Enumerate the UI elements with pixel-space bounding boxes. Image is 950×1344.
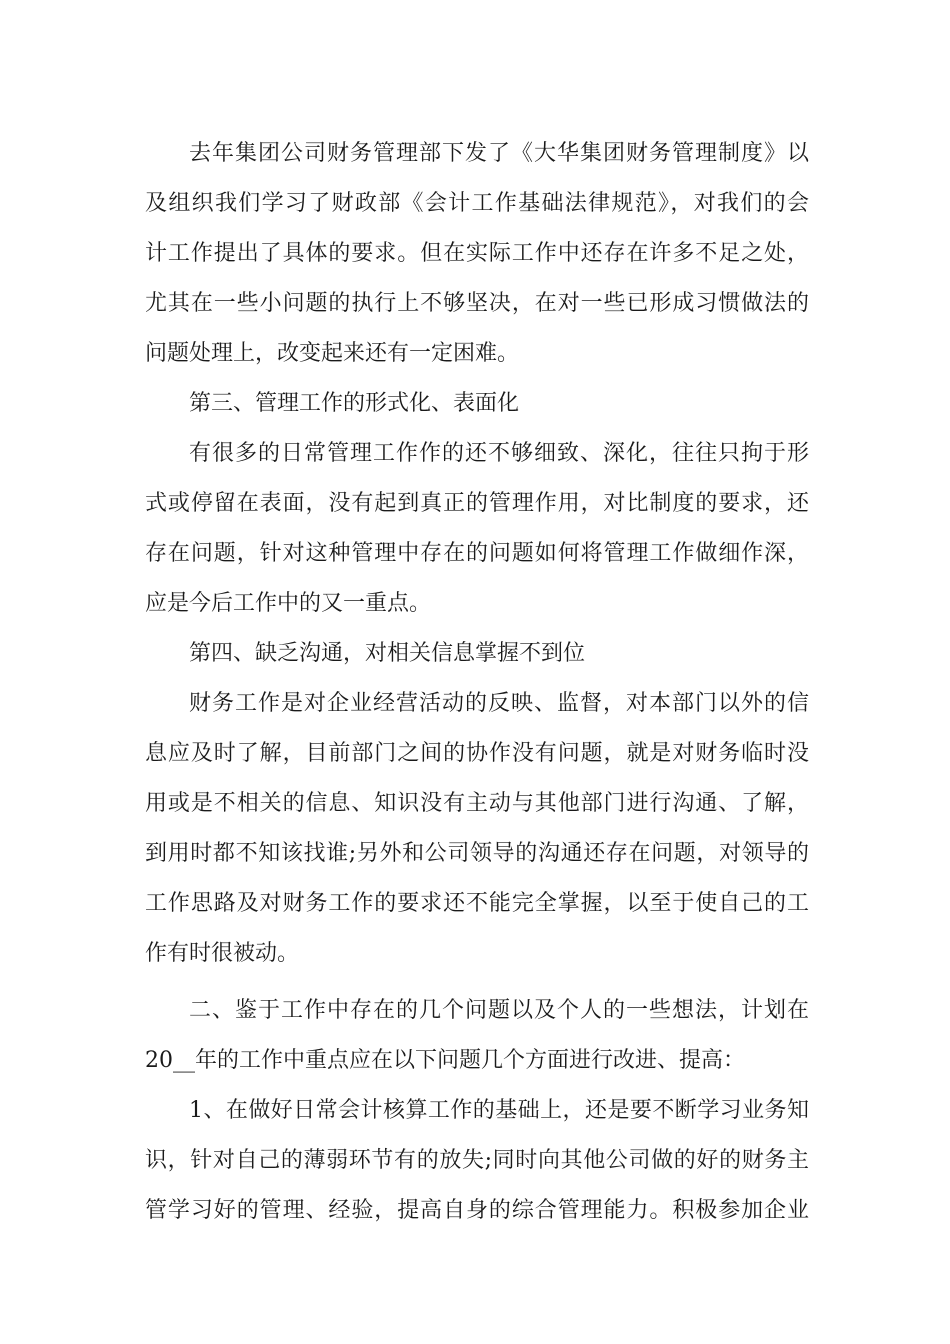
text-line: 问题处理上，改变起来还有一定困难。 (145, 341, 520, 366)
document-page (145, 129, 809, 1236)
paragraph-2 (145, 429, 809, 629)
text-line: 计工作提出了具体的要求。但在实际工作中还存在许多不足之处， (145, 241, 809, 266)
text-line: 识，针对自己的薄弱环节有的放失;同时向其他公司做的好的财务主 (145, 1148, 809, 1173)
text-line: 去年集团公司财务管理部下发了《大华集团财务管理制度》以 (189, 141, 809, 166)
text-line: 作有时很被动。 (145, 941, 300, 966)
text-line: 管学习好的管理、经验，提高自身的综合管理能力。积极参加企业 (145, 1198, 809, 1223)
text-line: 二、鉴于工作中存在的几个问题以及个人的一些想法，计划在 (189, 998, 809, 1023)
text-line: 尤其在一些小问题的执行上不够坚决，在对一些已形成习惯做法的 (145, 291, 809, 316)
heading-section-4 (145, 629, 809, 679)
paragraph-1 (145, 129, 809, 379)
paragraph-gap (145, 979, 809, 986)
paragraph-3 (145, 679, 809, 979)
text-line: 及组织我们学习了财政部《会计工作基础法律规范》，对我们的会 (145, 191, 809, 216)
section-heading: 第四、缺乏沟通，对相关信息掌握不到位 (189, 641, 586, 666)
text-line: 有很多的日常管理工作作的还不够细致、深化，往往只拘于形 (189, 441, 809, 466)
heading-section-3 (145, 379, 809, 429)
text-line: 存在问题，针对这种管理中存在的问题如何将管理工作做细作深， (145, 541, 809, 566)
paragraph-4 (145, 986, 809, 1086)
text-line: 式或停留在表面，没有起到真正的管理作用，对比制度的要求，还 (145, 491, 809, 516)
section-heading: 第三、管理工作的形式化、表面化 (189, 391, 520, 416)
text-line: 用或是不相关的信息、知识没有主动与其他部门进行沟通、了解， (145, 791, 809, 816)
text-line: 财务工作是对企业经营活动的反映、监督，对本部门以外的信 (189, 691, 809, 716)
text-line: 1、在做好日常会计核算工作的基础上，还是要不断学习业务知 (189, 1098, 809, 1123)
text-line: 息应及时了解，目前部门之间的协作没有问题，就是对财务临时没 (145, 741, 809, 766)
text-line: 20__年的工作中重点应在以下问题几个方面进行改进、提高： (145, 1048, 745, 1073)
paragraph-5 (145, 1086, 809, 1236)
text-line: 到用时都不知该找谁;另外和公司领导的沟通还存在问题，对领导的 (145, 841, 809, 866)
text-line: 工作思路及对财务工作的要求还不能完全掌握，以至于使自己的工 (145, 891, 809, 916)
text-line: 应是今后工作中的又一重点。 (145, 591, 432, 616)
